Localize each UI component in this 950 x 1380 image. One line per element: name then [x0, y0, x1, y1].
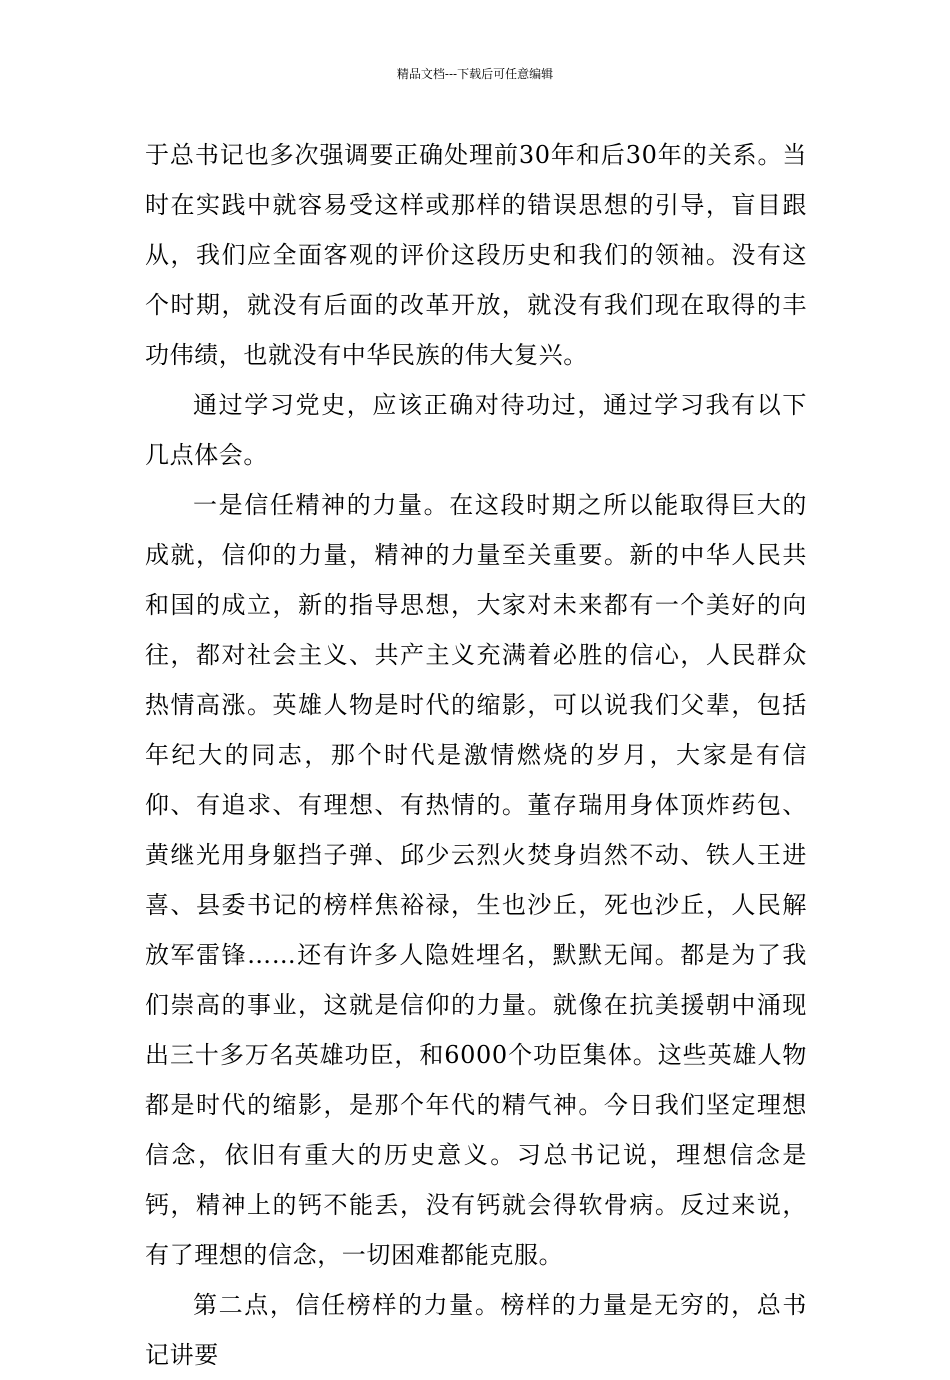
page-header: 精品文档---下载后可任意编辑: [396, 67, 554, 81]
paragraph-3: 一是信任精神的力量。在这段时期之所以能取得巨大的成就，信仰的力量，精神的力量至关重要。新的中华人民共和国的成立，新的指导思想，大家对未来都有一个美好的向往，都对社会主义、共产主义充满着必胜的信心，人民群众热情高涨。英雄人物是时代的缩影，可以说我们父辈，包括年纪大的同志，那个时代是激情燃烧的岁月，大家是有信仰、有追求、有理想、有热情的。董存瑞用身体顶炸药包、黄继光用身躯挡子弹、邱少云烈火焚身岿然不动、铁人王进喜、县委书记的榜样焦裕禄，生也沙丘，死也沙丘，人民解放军雷锋……还有许多人隐姓埋名，默默无闻。都是为了我们崇高的事业，这就是信仰的力量。就像在抗美援朝中涌现出三十多万名英雄功臣，和6000个功臣集体。这些英雄人物都是时代的缩影，是那个年代的精气神。今日我们坚定理想信念，依旧有重大的历史意义。习总书记说，理想信念是钙，精神上的钙不能丢，没有钙就会得软骨病。反过来说，有了理想的信念，一切困难都能克服。: [145, 491, 807, 1269]
document-body: [145, 130, 807, 1380]
paragraph-2: 通过学习党史，应该正确对待功过，通过学习我有以下几点体会。: [145, 391, 807, 469]
paragraph-1: 于总书记也多次强调要正确处理前30年和后30年的关系。当时在实践中就容易受这样或那样的错误思想的引导，盲目跟从，我们应全面客观的评价这段历史和我们的领袖。没有这个时期，就没有后面的改革开放，就没有我们现在取得的丰功伟绩，也就没有中华民族的伟大复兴。: [145, 141, 807, 369]
paragraph-4: 第二点，信任榜样的力量。榜样的力量是无穷的，总书记讲要: [145, 1291, 807, 1369]
